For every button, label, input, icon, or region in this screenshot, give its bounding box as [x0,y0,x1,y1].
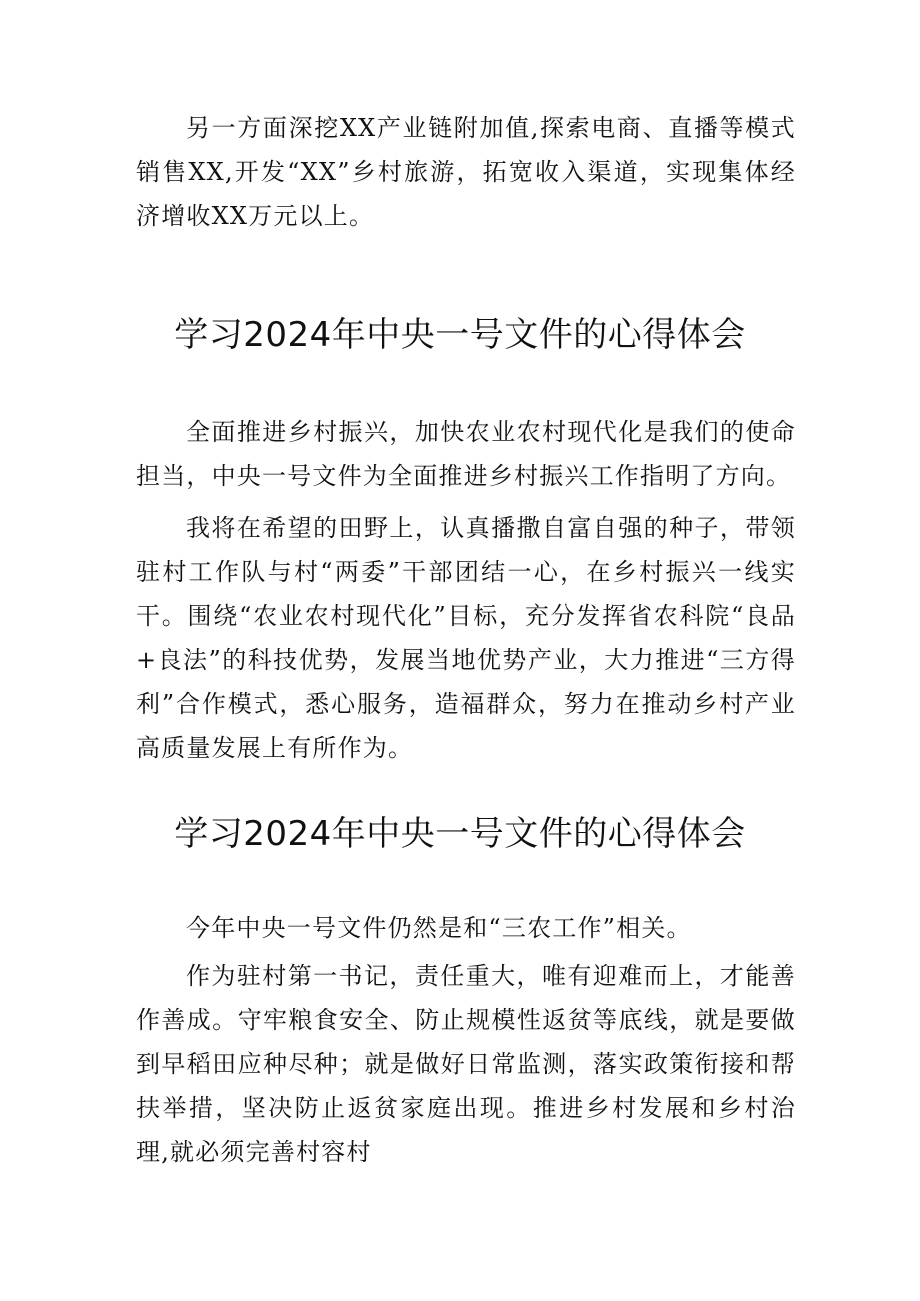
section-title-2: 学习2024年中央一号文件的心得体会 [174,814,746,854]
section-title-1: 学习2024年中央一号文件的心得体会 [174,315,746,355]
section-1-paragraph-2: 我将在希望的田野上，认真播撒自富自强的种子，带领驻村工作队与村“两委”干部团结一心，在乡村振兴一线实干。围绕“农业农村现代化”目标，充分发挥省农科院“良品+良法”的科技优势，发展当地优势产业，大力推进“三方得利”合作模式，悉心服务，造福群众，努力在推动乡村产业高质量发展上有所作为。 [136,514,796,762]
section-1-paragraph-1: 全面推进乡村振兴，加快农业农村现代化是我们的使命担当，中央一号文件为全面推进乡村振兴工作指明了方向。 [136,418,796,490]
section-2-paragraph-2: 作为驻村第一书记，责任重大，唯有迎难而上，才能善作善成。守牢粮食安全、防止规模性返贫等底线，就是要做到早稻田应种尽种；就是做好日常监测，落实政策衔接和帮扶举措，坚决防止返贫家庭出现。推进乡村发展和乡村治理,就必须完善村容村 [136,962,796,1166]
section-2-paragraph-1: 今年中央一号文件仍然是和“三农工作”相关。 [186,914,692,942]
paragraph-continuation: 另一方面深挖XX产业链附加值,探索电商、直播等模式销售XX,开发“XX”乡村旅游，拓宽收入渠道，实现集体经济增收XX万元以上。 [136,114,796,230]
